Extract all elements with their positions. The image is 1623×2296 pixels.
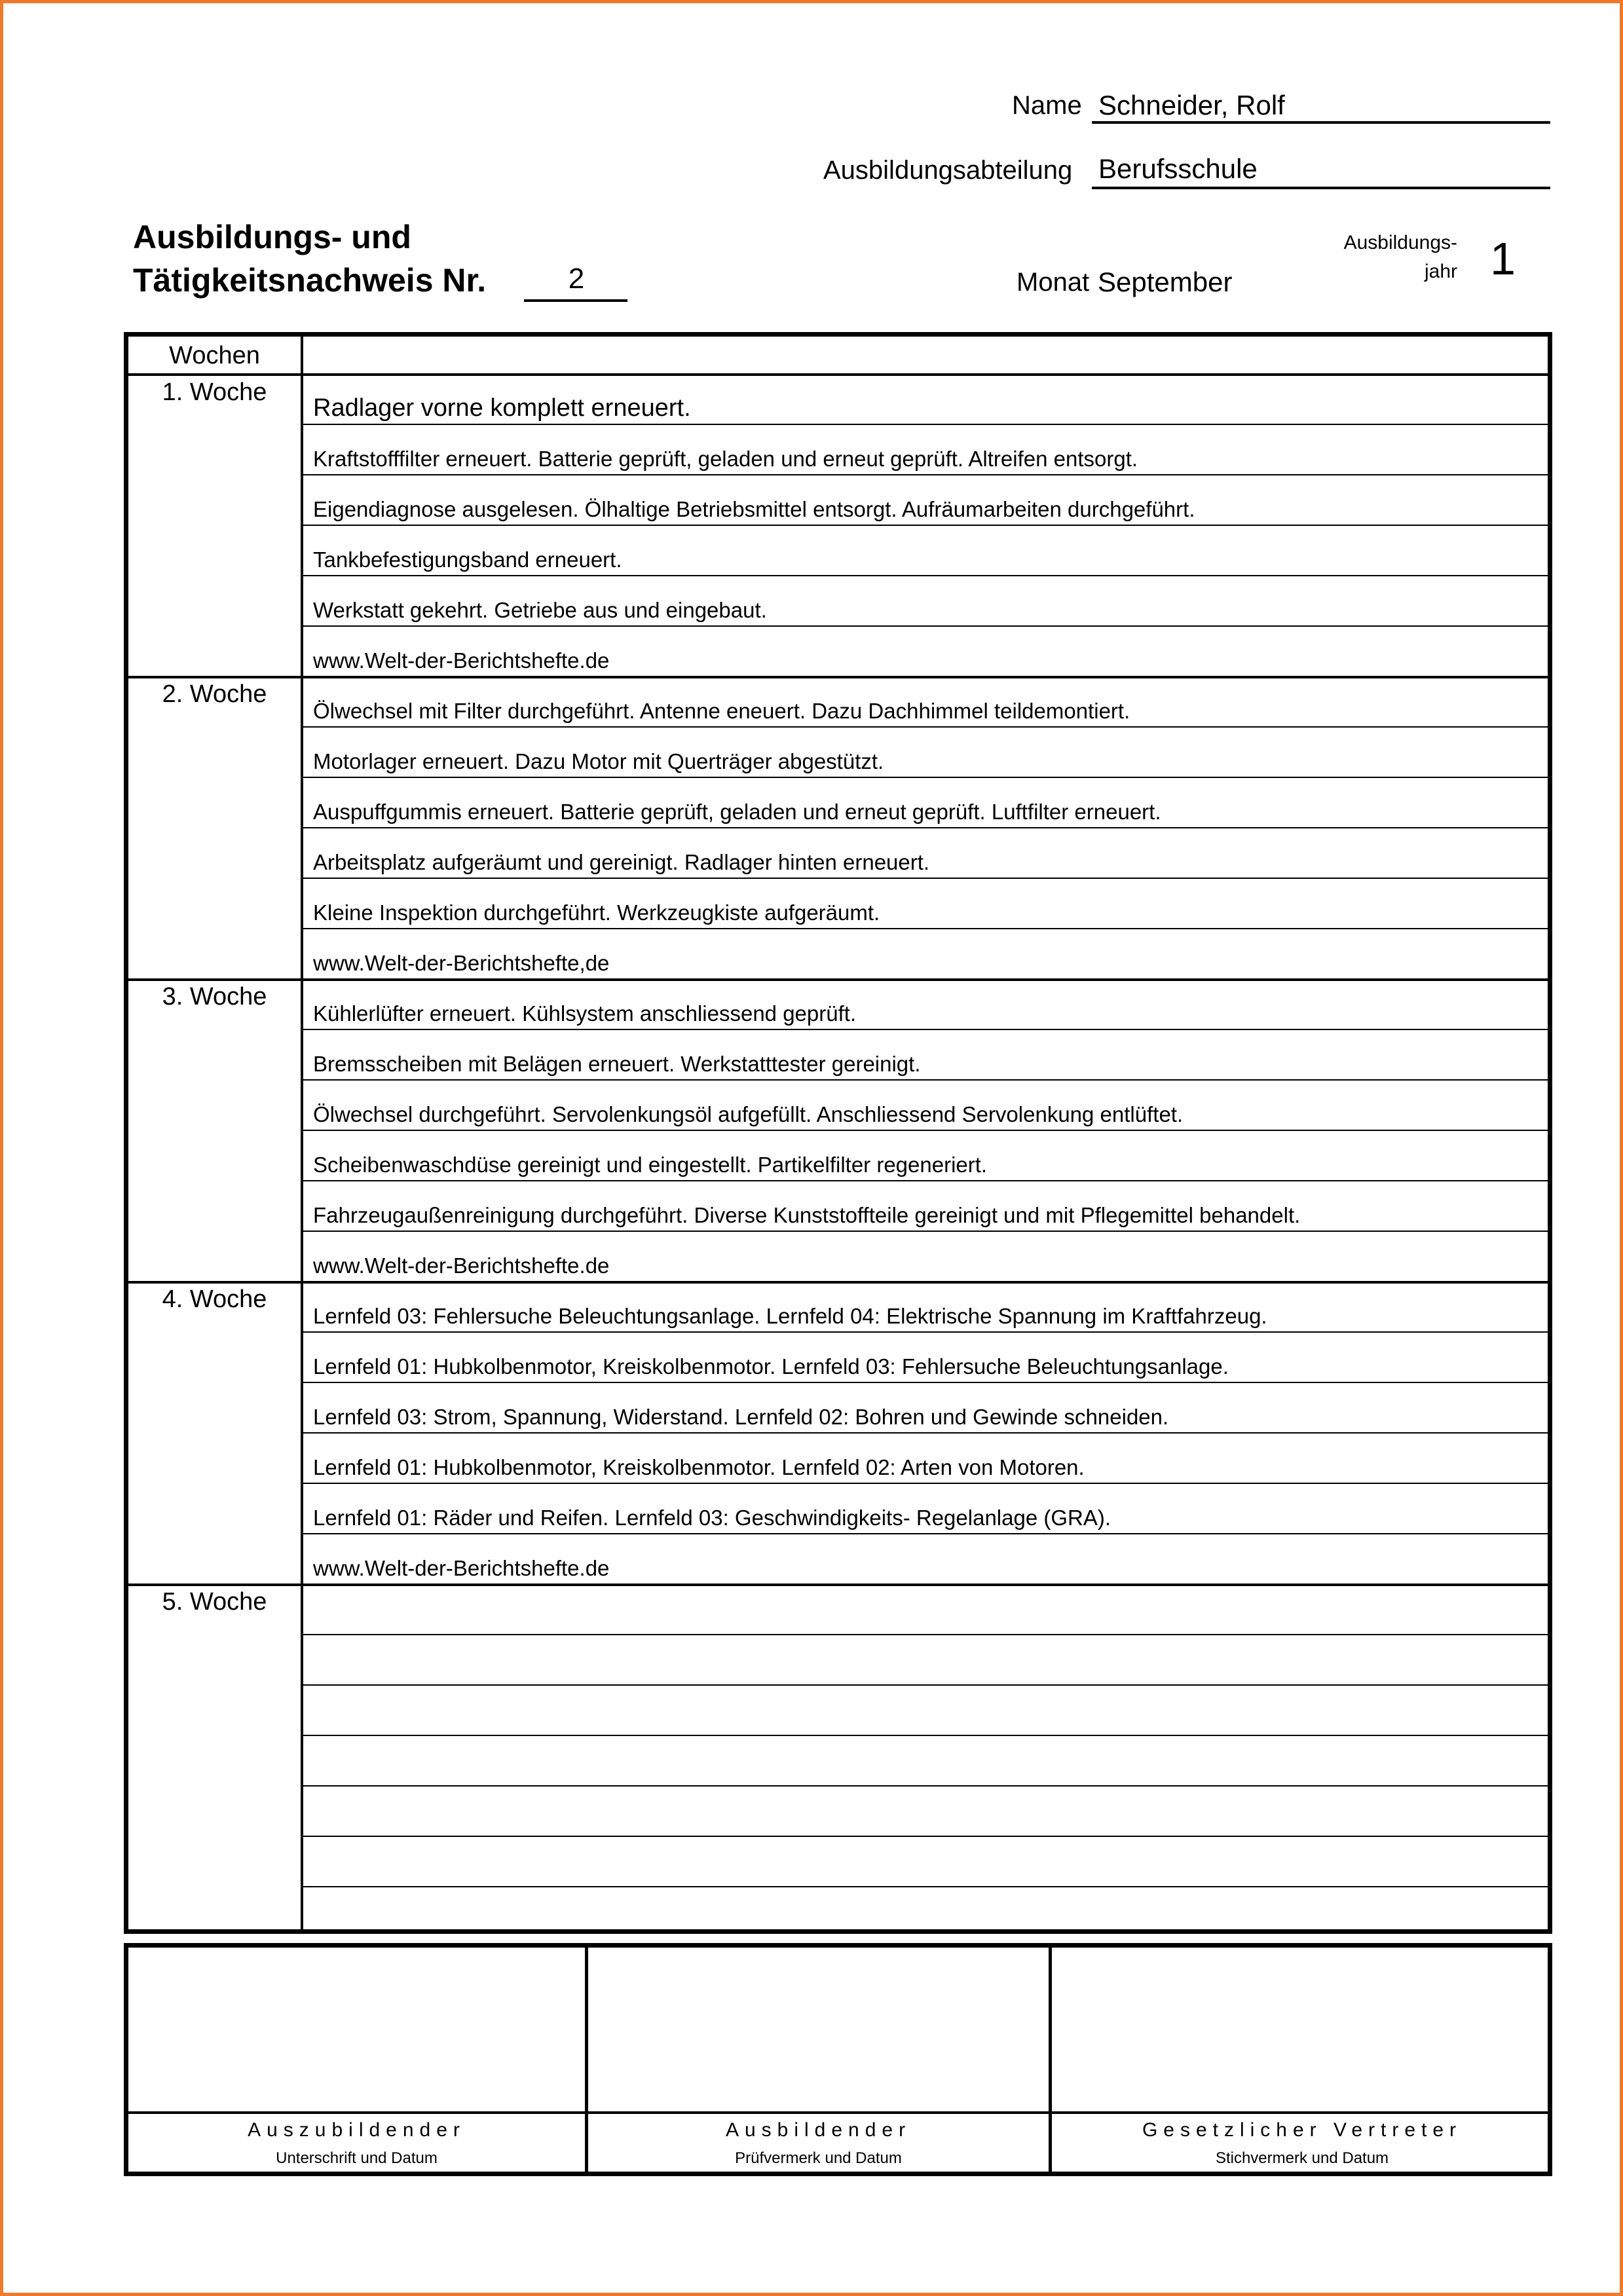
week-entry: Motorlager erneuert. Dazu Motor mit Querträger abgestützt. bbox=[313, 749, 884, 773]
department-value: Berufsschule bbox=[1098, 153, 1258, 184]
signature-table bbox=[124, 1943, 1552, 2176]
year-value: 1 bbox=[1490, 233, 1516, 284]
report-number: 2 bbox=[568, 263, 585, 295]
signature-role: Gesetzlicher Vertreter bbox=[1142, 2119, 1463, 2141]
row-divider bbox=[303, 1079, 1548, 1081]
row-divider bbox=[303, 878, 1548, 879]
row-divider bbox=[303, 424, 1548, 425]
signature-caption-trainee bbox=[128, 2114, 585, 2174]
row-divider bbox=[303, 1785, 1548, 1787]
row-divider bbox=[303, 928, 1548, 929]
signature-role: Auszubildender bbox=[248, 2119, 466, 2141]
row-divider bbox=[303, 1684, 1548, 1686]
week-entry: Ölwechsel mit Filter durchgeführt. Antenne eneuert. Dazu Dachhimmel teildemontiert. bbox=[313, 699, 1130, 723]
week-entry: Lernfeld 03: Strom, Spannung, Widerstand. Lernfeld 02: Bohren und Gewinde schneiden. bbox=[313, 1405, 1169, 1429]
year-label-line-1: Ausbildungs- bbox=[1343, 232, 1457, 253]
header-divider bbox=[128, 373, 1548, 376]
month-label: Monat bbox=[1017, 268, 1090, 297]
week-entry: Kraftstofffilter erneuert. Batterie geprüft, geladen und erneut geprüft. Altreifen entsorgt. bbox=[313, 447, 1138, 471]
signature-note: Unterschrift und Datum bbox=[276, 2149, 438, 2167]
week-divider bbox=[128, 1583, 1548, 1586]
week-entry: Lernfeld 03: Fehlersuche Beleuchtungsanlage. Lernfeld 04: Elektrische Spannung im Kraftfahrzeug. bbox=[313, 1304, 1267, 1328]
signature-box-trainee[interactable] bbox=[128, 1948, 585, 2111]
row-divider bbox=[303, 726, 1548, 728]
title-line-1: Ausbildungs- und bbox=[133, 219, 411, 255]
row-divider bbox=[303, 1331, 1548, 1333]
row-divider bbox=[303, 1483, 1548, 1484]
name-label: Name bbox=[1012, 91, 1082, 120]
department-underline bbox=[1092, 187, 1550, 189]
weekly-report-table bbox=[124, 332, 1552, 1934]
week-label: 4. Woche bbox=[162, 1286, 267, 1313]
row-divider bbox=[303, 625, 1548, 627]
signature-note: Prüfvermerk und Datum bbox=[735, 2149, 902, 2167]
signature-box-guardian[interactable] bbox=[1052, 1948, 1552, 2111]
week-entry: Ölwechsel durchgeführt. Servolenkungsöl aufgefüllt. Anschliessend Servolenkung entlüftet. bbox=[313, 1102, 1184, 1126]
row-divider bbox=[303, 1533, 1548, 1534]
week-entry: Kühlerlüfter erneuert. Kühlsystem anschliessend geprüft. bbox=[313, 1001, 857, 1026]
row-divider bbox=[303, 1029, 1548, 1030]
row-divider bbox=[303, 525, 1548, 526]
row-divider bbox=[303, 474, 1548, 475]
week-label: 2. Woche bbox=[162, 680, 267, 708]
week-divider bbox=[128, 676, 1548, 678]
number-underline bbox=[524, 299, 627, 302]
week-entry: www.Welt-der-Berichtshefte,de bbox=[313, 951, 610, 975]
row-divider bbox=[303, 1382, 1548, 1383]
row-divider bbox=[303, 1231, 1548, 1232]
row-divider bbox=[303, 1180, 1548, 1181]
week-entry: Kleine Inspektion durchgeführt. Werkzeugkiste aufgeräumt. bbox=[313, 900, 880, 925]
signature-note: Stichvermerk und Datum bbox=[1215, 2149, 1389, 2167]
week-entry: Lernfeld 01: Hubkolbenmotor, Kreiskolbenmotor. Lernfeld 02: Arten von Motoren. bbox=[313, 1455, 1085, 1479]
week-label: 3. Woche bbox=[162, 983, 267, 1010]
week-entry: Tankbefestigungsband erneuert. bbox=[313, 547, 622, 572]
week-divider bbox=[128, 978, 1548, 981]
week-entry: Auspuffgummis erneuert. Batterie geprüft, geladen und erneut geprüft. Luftfilter erneuert. bbox=[313, 800, 1161, 824]
week-entry: Fahrzeugaußenreinigung durchgeführt. Diverse Kunststoffteile gereinigt und mit Pflegemittel behandelt. bbox=[313, 1203, 1301, 1227]
row-divider bbox=[303, 1836, 1548, 1837]
week-entry: Arbeitsplatz aufgeräumt und gereinigt. Radlager hinten erneuert. bbox=[313, 850, 930, 874]
week-entry: www.Welt-der-Berichtshefte.de bbox=[313, 1253, 610, 1278]
row-divider bbox=[303, 827, 1548, 828]
week-entry: Lernfeld 01: Räder und Reifen. Lernfeld 03: Geschwindigkeits- Regelanlage (GRA). bbox=[313, 1506, 1111, 1530]
row-divider bbox=[303, 1634, 1548, 1635]
week-label: 5. Woche bbox=[162, 1588, 267, 1616]
week-entry: Werkstatt gekehrt. Getriebe aus und eingebaut. bbox=[313, 598, 767, 622]
signature-caption-guardian bbox=[1052, 2114, 1552, 2174]
signature-role: Ausbildender bbox=[725, 2119, 912, 2141]
row-divider bbox=[303, 1735, 1548, 1736]
week-entry: Radlager vorne komplett erneuert. bbox=[313, 394, 691, 422]
row-divider bbox=[303, 1130, 1548, 1131]
name-underline bbox=[1092, 121, 1550, 124]
week-divider bbox=[128, 1281, 1548, 1284]
week-label: 1. Woche bbox=[162, 379, 267, 406]
row-divider bbox=[303, 777, 1548, 778]
row-divider bbox=[303, 1886, 1548, 1887]
column-header-weeks: Wochen bbox=[169, 342, 260, 369]
year-label-line-2: jahr bbox=[1424, 261, 1457, 282]
week-entry: www.Welt-der-Berichtshefte.de bbox=[313, 648, 610, 673]
week-entry: Scheibenwaschdüse gereinigt und eingestellt. Partikelfilter regeneriert. bbox=[313, 1153, 988, 1177]
row-divider bbox=[303, 1432, 1548, 1434]
signature-caption-trainer bbox=[588, 2114, 1049, 2174]
week-entry: Lernfeld 01: Hubkolbenmotor, Kreiskolbenmotor. Lernfeld 03: Fehlersuche Beleuchtungsanlage. bbox=[313, 1354, 1229, 1379]
department-label: Ausbildungsabteilung bbox=[823, 156, 1073, 185]
title-line-2: Tätigkeitsnachweis Nr. bbox=[133, 262, 487, 299]
row-divider bbox=[303, 575, 1548, 576]
signature-box-trainer[interactable] bbox=[588, 1948, 1049, 2111]
week-entry: Eigendiagnose ausgelesen. Ölhaltige Betriebsmittel entsorgt. Aufräumarbeiten durchgeführt. bbox=[313, 497, 1195, 521]
week-entry: www.Welt-der-Berichtshefte.de bbox=[313, 1556, 610, 1580]
week-entry: Bremsscheiben mit Belägen erneuert. Werkstatttester gereinigt. bbox=[313, 1052, 921, 1076]
name-value: Schneider, Rolf bbox=[1098, 90, 1285, 120]
month-value: September bbox=[1098, 267, 1233, 297]
